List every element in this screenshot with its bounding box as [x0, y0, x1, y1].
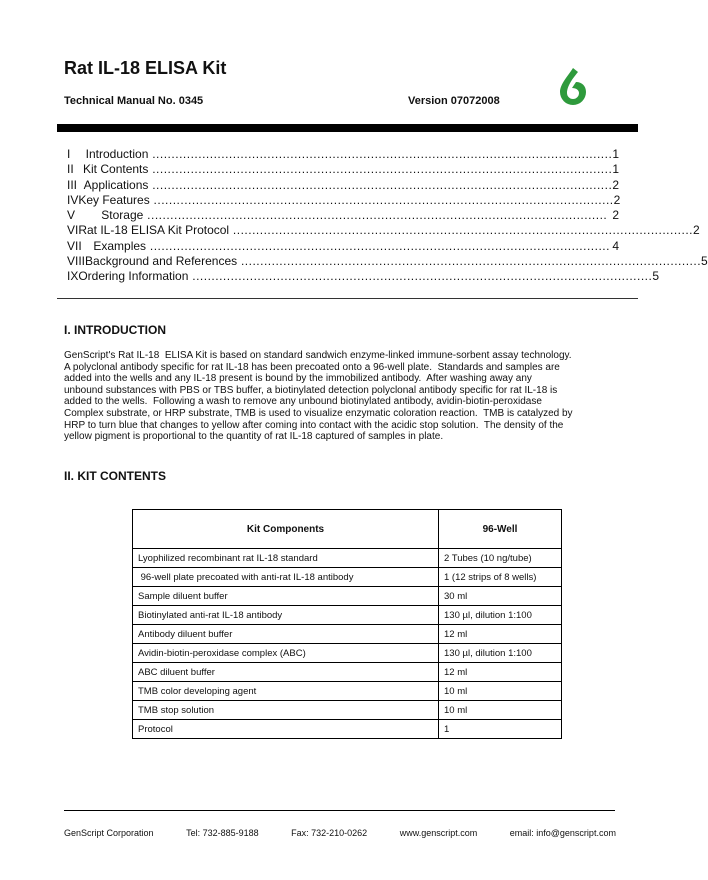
- toc-number: III: [67, 177, 78, 192]
- table-row: [133, 549, 562, 568]
- footer-item: email: info@genscript.com: [509, 828, 616, 838]
- toc-title-wrap: [85, 254, 701, 269]
- toc-entry[interactable]: [67, 147, 619, 162]
- quantity-cell: 130 µl, dilution 1:100: [439, 606, 562, 625]
- toc-page: 1: [612, 162, 619, 177]
- manual-number: Technical Manual No. 0345: [64, 95, 204, 107]
- toc-title: Examples: [93, 238, 147, 253]
- toc-title-wrap: [78, 269, 652, 284]
- table-row: [133, 606, 562, 625]
- quantity-cell: 12 ml: [439, 625, 562, 644]
- header-bar: [57, 124, 638, 132]
- paragraph-line: GenScript's Rat IL-18 ELISA Kit is based on standard sandwich enzyme-linked immune-sorbent assay technology.: [64, 350, 572, 361]
- toc-number: V: [67, 208, 76, 223]
- quantity-cell: 1: [439, 720, 562, 739]
- paragraph-line: Complex substrate, or HRP substrate, TMB is used to visualize enzymatic coloration reaction. TMB is catalyzed by: [64, 407, 573, 419]
- table-row: [133, 720, 562, 739]
- component-cell: TMB color developing agent: [133, 682, 439, 701]
- table-of-contents: [67, 147, 708, 285]
- toc-leader: ........................................................................................................................: [148, 147, 613, 161]
- divider: [57, 298, 638, 299]
- toc-title: Rat IL-18 ELISA Kit Protocol: [78, 223, 230, 238]
- table-row: [133, 663, 562, 682]
- toc-leader: ........................................................................................................................: [143, 208, 608, 223]
- quantity-cell: 10 ml: [439, 701, 562, 720]
- toc-title-wrap: [84, 178, 613, 193]
- genscript-logo-icon: [556, 66, 590, 106]
- toc-number: VII: [67, 238, 82, 253]
- component-cell: Antibody diluent buffer: [133, 625, 439, 644]
- toc-page: 5: [701, 254, 708, 269]
- table-row: [133, 587, 562, 606]
- quantity-cell: 30 ml: [439, 587, 562, 606]
- quantity-cell: 130 µl, dilution 1:100: [439, 644, 562, 663]
- toc-title: Kit Contents: [83, 162, 149, 177]
- paragraph-line: unbound substances with PBS or TBS buffer, a biotinylated detection polyclonal antibody specific for rat IL-18 is: [64, 384, 558, 396]
- toc-title: Introduction: [85, 147, 149, 161]
- paragraph-line: yellow pigment is proportional to the quantity of rat IL-18 captured of samples in plate.: [64, 431, 444, 443]
- toc-entry[interactable]: [67, 239, 619, 254]
- paragraph-line: added into the wells and any IL-18 present is bound by the immobilized antibody. After washing away any: [64, 373, 532, 385]
- toc-title-wrap: [78, 223, 693, 238]
- toc-title: Storage: [101, 208, 144, 223]
- toc-entry[interactable]: [67, 223, 700, 238]
- introduction-paragraph: [64, 350, 644, 443]
- footer-item: Tel: 732-885-9188: [186, 828, 259, 838]
- toc-title-wrap: [78, 193, 613, 208]
- toc-title-wrap: [93, 239, 610, 254]
- version-label: Version 07072008: [408, 95, 500, 107]
- component-cell: 96-well plate precoated with anti-rat IL-18 antibody: [133, 568, 439, 587]
- toc-title-wrap: [83, 162, 612, 177]
- quantity-cell: 12 ml: [439, 663, 562, 682]
- toc-number: I: [67, 147, 71, 161]
- toc-page: 2: [693, 223, 700, 238]
- table-row: [133, 568, 562, 587]
- paragraph-line: added to the wells. Following a wash to remove any unbound biotinylated antibody, avidin-biotin-peroxidase: [64, 396, 542, 408]
- component-cell: Protocol: [133, 720, 439, 739]
- toc-page: 1: [612, 147, 619, 161]
- component-cell: ABC diluent buffer: [133, 663, 439, 682]
- table-row: [133, 682, 562, 701]
- toc-title: Ordering Information: [78, 269, 189, 284]
- footer-divider: [64, 810, 615, 811]
- document-title: Rat IL-18 ELISA Kit: [64, 58, 227, 78]
- toc-title: Applications: [83, 177, 149, 192]
- toc-page: 2: [612, 177, 619, 192]
- toc-number: IX: [67, 269, 79, 284]
- section-heading-introduction: I. INTRODUCTION: [64, 323, 166, 337]
- toc-leader: ........................................................................................................................: [237, 254, 702, 269]
- component-cell: Lyophilized recombinant rat IL-18 standard: [133, 549, 439, 568]
- toc-title: Background and References: [85, 254, 238, 269]
- toc-leader: ........................................................................................................................: [188, 269, 653, 284]
- component-cell: Sample diluent buffer: [133, 587, 439, 606]
- toc-leader: ........................................................................................................................: [149, 192, 614, 207]
- toc-page: 2: [612, 208, 619, 223]
- toc-page: 5: [652, 269, 660, 284]
- column-header: 96-Well: [439, 510, 562, 549]
- paragraph-line: HRP to turn blue that changes to yellow after coming into contact with the acidic stop solution. The density of the: [64, 419, 564, 431]
- toc-number: VIII: [67, 254, 86, 269]
- toc-title: Key Features: [78, 192, 150, 207]
- toc-leader: ........................................................................................................................: [229, 223, 694, 238]
- component-cell: Avidin-biotin-peroxidase complex (ABC): [133, 644, 439, 663]
- toc-number: II: [67, 162, 74, 177]
- footer: [64, 828, 616, 838]
- toc-leader: ........................................................................................................................: [148, 177, 613, 192]
- toc-entry[interactable]: [67, 193, 619, 208]
- paragraph-line: A polyclonal antibody specific for rat IL-18 has been precoated onto a 96-well plate. Standards and samples are: [64, 361, 560, 373]
- toc-title-wrap: [86, 147, 613, 162]
- toc-entry[interactable]: [67, 178, 619, 193]
- kit-contents-table: [132, 509, 562, 739]
- component-cell: TMB stop solution: [133, 701, 439, 720]
- toc-page: 4: [612, 238, 619, 253]
- column-header: Kit Components: [133, 510, 439, 549]
- toc-page: 2: [613, 192, 621, 207]
- table-row: [133, 644, 562, 663]
- section-heading-kit-contents: II. KIT CONTENTS: [64, 469, 166, 483]
- toc-number: VI: [67, 223, 79, 238]
- toc-title-wrap: [101, 208, 607, 223]
- toc-number: IV: [67, 192, 79, 207]
- component-cell: Biotinylated anti-rat IL-18 antibody: [133, 606, 439, 625]
- footer-item: GenScript Corporation: [64, 828, 154, 838]
- table-row: [133, 625, 562, 644]
- footer-item: www.genscript.com: [399, 828, 478, 838]
- toc-leader: ........................................................................................................................: [148, 162, 613, 177]
- quantity-cell: 1 (12 strips of 8 wells): [439, 568, 562, 587]
- footer-item: Fax: 732-210-0262: [291, 828, 368, 838]
- toc-leader: ........................................................................................................................: [146, 238, 610, 253]
- toc-entry[interactable]: [67, 254, 708, 269]
- toc-entry[interactable]: [67, 162, 619, 177]
- toc-entry[interactable]: [67, 208, 619, 223]
- quantity-cell: 10 ml: [439, 682, 562, 701]
- quantity-cell: 2 Tubes (10 ng/tube): [439, 549, 562, 568]
- table-row: [133, 701, 562, 720]
- toc-entry[interactable]: [67, 269, 660, 284]
